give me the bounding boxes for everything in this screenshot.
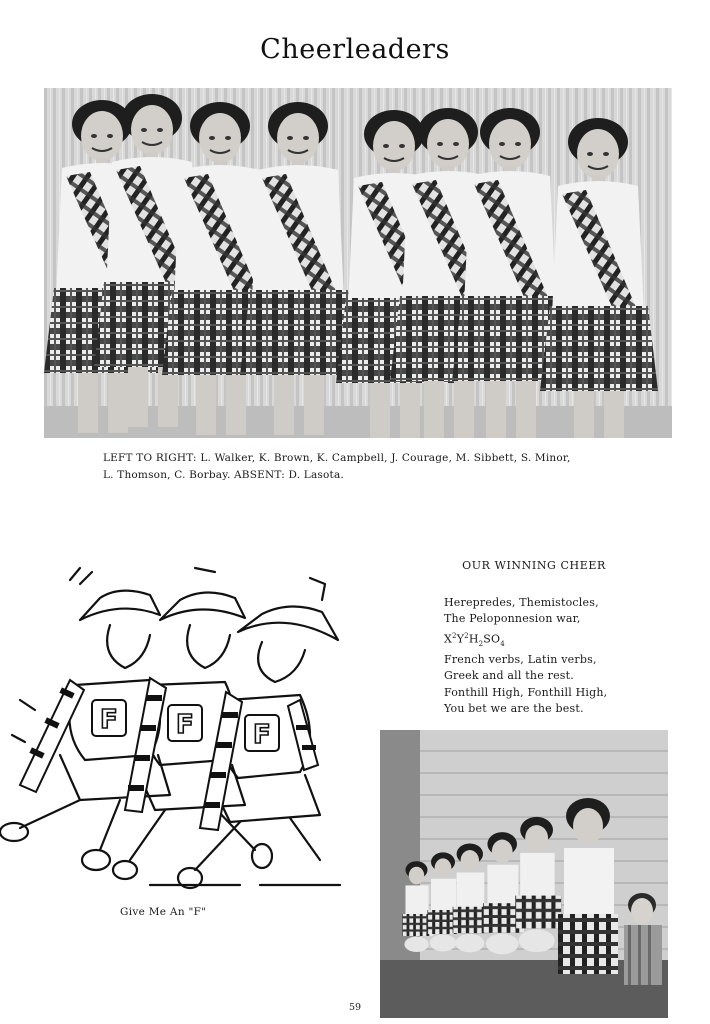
sweater-letter: F xyxy=(100,705,118,735)
sweater-letter: F xyxy=(253,720,271,750)
cheerleaders-kneeling-photo xyxy=(380,730,668,1018)
group-photo-image xyxy=(44,88,672,438)
photo-caption-line-1: LEFT TO RIGHT: L. Walker, K. Brown, K. Campbell, J. Courage, M. Sibbett, S. Minor, xyxy=(103,452,571,464)
photo-caption xyxy=(103,450,623,484)
cheer-heading: OUR WINNING CHEER xyxy=(462,559,606,572)
cheer-line-formula: $X^2Y^2H_2SO_4$ xyxy=(444,631,505,648)
cheer-line: The Peloponnesion war, xyxy=(444,612,581,626)
page-title: Cheerleaders xyxy=(260,34,450,65)
sweater-letter: F xyxy=(176,710,194,740)
cheer-line: Herepredes, Themistocles, xyxy=(444,596,599,609)
cheer-line: French verbs, Latin verbs, xyxy=(444,653,597,667)
page-number: 59 xyxy=(348,1002,362,1013)
cartoon-caption: Give Me An "F" xyxy=(120,906,207,918)
cartoon-drawing xyxy=(0,560,360,895)
cheer-verse xyxy=(444,595,644,718)
cheerleader-cartoon xyxy=(0,560,360,895)
kneeling-photo-image xyxy=(380,730,668,1018)
photo-caption-line-2: L. Thomson, C. Borbay. ABSENT: D. Lasota. xyxy=(103,469,344,481)
cheer-line: Fonthill High, Fonthill High, xyxy=(444,685,608,699)
cheer-line: Greek and all the rest. xyxy=(444,669,574,683)
cheerleaders-group-photo xyxy=(44,88,672,438)
cheer-line: You bet we are the best. xyxy=(444,702,584,716)
